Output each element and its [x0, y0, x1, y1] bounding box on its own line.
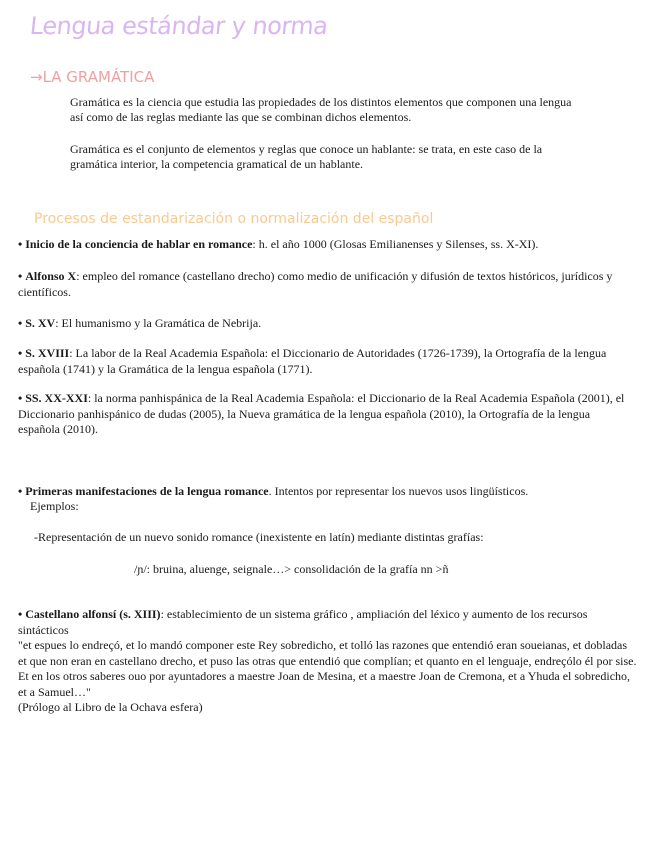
- bullet: •: [18, 237, 23, 251]
- bullet: •: [18, 269, 23, 283]
- list-item: [18, 346, 633, 377]
- grafia-example: /ɲ/: bruina, aluenge, seignale…> consolidación de la grafía nn >ñ: [134, 562, 449, 576]
- item-text: : establecimiento de un sistema gráfico , ampliación del léxico y aumento de los recursos sintácticos: [18, 607, 588, 637]
- list-item: [18, 607, 633, 638]
- ejemplos-label: Ejemplos:: [30, 499, 79, 513]
- item-lead: S. XVIII: [25, 346, 70, 360]
- alfonsi-quote: "et espues lo endreçó, et lo mandó componer este Rey sobredicho, et tolló las razones que entendió eran soueianas, et dobladas et que non eran en castellano drecho, et puso las otras que entendió que complían; et quanto en el lenguaje, endreçólo él por sise. Et en los otros saberes ouo por ayuntadores a maestre Joan de Mesina, et a maestre Joan de Cremona, et a Yhuda el sobredicho, et a Samuel…": [18, 638, 637, 699]
- quote-source: (Prólogo al Libro de la Ochava esfera): [18, 700, 203, 714]
- representacion-text: -Representación de un nuevo sonido romance (inexistente en latín) mediante distintas grafías:: [34, 530, 484, 544]
- list-item: [18, 316, 633, 332]
- item-lead: SS. XX-XXI: [25, 391, 88, 405]
- bullet: •: [18, 316, 23, 330]
- gramatica-heading: →LA GRAMÁTICA: [30, 68, 155, 86]
- list-item: [18, 269, 633, 300]
- bullet: •: [18, 484, 23, 498]
- item-lead: Inicio de la conciencia de hablar en romance: [25, 237, 253, 251]
- procesos-heading: Procesos de estandarización o normalización del español: [34, 211, 434, 227]
- item-text: : La labor de la Real Academia Española: el Diccionario de Autoridades (1726-1739), la Ortografía de la lengua española (1741) y la Gramática de la lengua española (1771).: [18, 346, 607, 376]
- item-lead: S. XV: [25, 316, 56, 330]
- gramatica-definition-1: Gramática es la ciencia que estudia las propiedades de los distintos elementos que componen una lengua así como de las reglas mediante las que se combinan dichos elementos.: [70, 95, 572, 124]
- page-title: Lengua estándar y norma: [28, 12, 329, 40]
- item-text: . Intentos por representar los nuevos usos lingüísticos.: [268, 484, 529, 498]
- item-text: : h. el año 1000 (Glosas Emilianenses y Silenses, ss. X-XI).: [252, 237, 539, 251]
- bullet: •: [18, 346, 23, 360]
- bullet: •: [18, 607, 23, 621]
- item-text: : El humanismo y la Gramática de Nebrija.: [55, 316, 262, 330]
- list-item: [18, 237, 633, 253]
- list-item: [18, 391, 633, 438]
- bullet: •: [18, 391, 23, 405]
- item-lead: Castellano alfonsí (s. XIII): [25, 607, 161, 621]
- item-lead: Primeras manifestaciones de la lengua romance: [25, 484, 269, 498]
- gramatica-definition-2: Gramática es el conjunto de elementos y reglas que conoce un hablante: se trata, en este caso de la gramática interior, la competencia gramatical de un hablante.: [70, 142, 543, 171]
- item-lead: Alfonso X: [25, 269, 77, 283]
- list-item: [18, 484, 633, 500]
- item-text: : la norma panhispánica de la Real Academia Española: el Diccionario de la Real Academia Española (2001), el Diccionario panhispánico de dudas (2005), la Nueva gramática de la lengua española (2010), la Ortografía de la lengua española (2010).: [18, 391, 625, 436]
- item-text: : empleo del romance (castellano drecho) como medio de unificación y difusión de textos históricos, jurídicos y científicos.: [18, 269, 613, 299]
